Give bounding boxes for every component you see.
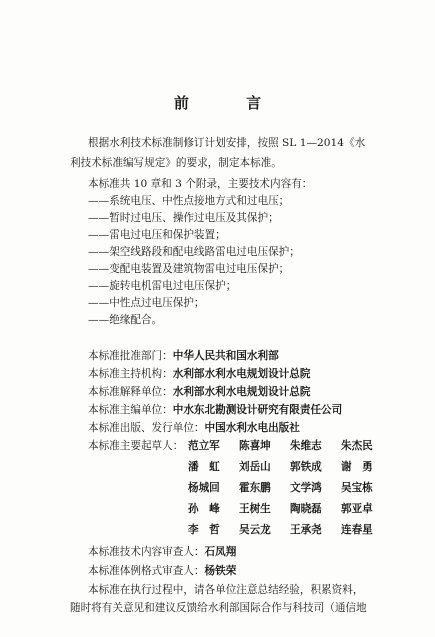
org-label: 本标准主持机构：	[88, 368, 173, 380]
intro-line-1: 根据水利技术标准制修订计划安排，按照 SL 1—2014《水	[88, 137, 366, 149]
content-item: ——绝缘配合。	[88, 314, 163, 326]
closing-line-1: 本标准在执行过程中，请各单位注意总结经验，积累资料，	[88, 584, 364, 596]
intro-line-2: 利技术标准编写规定》的要求，制定本标准。	[70, 157, 282, 169]
org-label: 本标准主编单位：	[88, 404, 173, 416]
org-label: 本标准批准部门：	[88, 350, 173, 362]
org-row-interpretation	[88, 384, 408, 401]
content-item: ——架空线路段和配电线路雷电过电压保护；	[88, 246, 300, 258]
reviewer-row-format	[88, 563, 408, 580]
drafter-name: 王树生	[239, 503, 271, 515]
reviewer-label: 本标准技术内容审查人：	[88, 546, 205, 558]
drafter-name: 文学鸿	[290, 482, 322, 494]
drafter-name: 陶晓磊	[290, 503, 322, 515]
org-row-host	[88, 366, 408, 383]
org-value: 水利部水利水电规划设计总院	[172, 368, 311, 380]
page-title: 前 言	[173, 94, 288, 112]
content-item: ——变配电装置及建筑物雷电过电压保护；	[88, 263, 290, 275]
closing-line-2: 随时将有关意见和建议反馈给水利部国际合作与科技司（通信地	[70, 602, 367, 614]
drafter-name: 杨城回	[188, 482, 220, 494]
drafter-name: 谢 勇	[341, 461, 373, 473]
drafter-name: 范立军	[188, 440, 220, 452]
org-label: 本标准出版、发行单位：	[88, 422, 205, 434]
drafters-grid	[188, 436, 392, 541]
org-value: 中国水利水电出版社	[204, 422, 300, 434]
reviewer-label: 本标准体例格式审查人：	[88, 565, 205, 577]
drafter-name: 郭铁成	[290, 461, 322, 473]
drafter-name: 潘 虹	[188, 461, 220, 473]
org-value: 水利部水利水电规划设计总院	[172, 386, 311, 398]
drafters-row	[188, 478, 392, 499]
drafters-label: 本标准主要起草人：	[88, 440, 184, 452]
reviewer-row-technical	[88, 544, 408, 561]
drafters-row	[188, 436, 392, 457]
drafter-name: 吴云龙	[239, 524, 271, 536]
content-item: ——旋转电机雷电过电压保护；	[88, 280, 237, 292]
drafter-name: 陈喜坤	[239, 440, 271, 452]
org-row-approval	[88, 348, 408, 365]
drafter-name: 朱杰民	[341, 440, 373, 452]
drafter-name: 朱维志	[290, 440, 322, 452]
content-item: ——暂时过电压、操作过电压及其保护；	[88, 212, 279, 224]
drafters-row	[188, 520, 392, 541]
reviewer-value: 杨铁荣	[204, 565, 237, 577]
content-item: ——雷电过电压和保护装置；	[88, 229, 226, 241]
org-value: 中华人民共和国水利部	[172, 350, 279, 362]
drafter-name: 刘岳山	[239, 461, 271, 473]
chapters-intro: 本标准共 10 章和 3 个附录，主要技术内容有：	[88, 178, 313, 190]
content-item: ——中性点过电压保护；	[88, 297, 205, 309]
org-row-chief-editor	[88, 402, 408, 419]
drafter-name: 郭亚卓	[341, 503, 373, 515]
org-row-publisher	[88, 420, 408, 437]
reviewer-value: 石凤翔	[204, 546, 237, 558]
org-label: 本标准解释单位：	[88, 386, 173, 398]
drafter-name: 李 哲	[188, 524, 220, 536]
org-value: 中水东北勘测设计研究有限责任公司	[172, 404, 343, 416]
drafter-name: 霍东鹏	[239, 482, 271, 494]
drafters-row	[188, 457, 392, 478]
content-item: ——系统电压、中性点接地方式和过电压；	[88, 195, 290, 207]
drafter-name: 连春星	[341, 524, 373, 536]
drafters-row	[188, 499, 392, 520]
drafter-name: 王承尧	[290, 524, 322, 536]
drafter-name: 孙 峰	[188, 503, 220, 515]
drafter-name: 吴宝栋	[341, 482, 373, 494]
